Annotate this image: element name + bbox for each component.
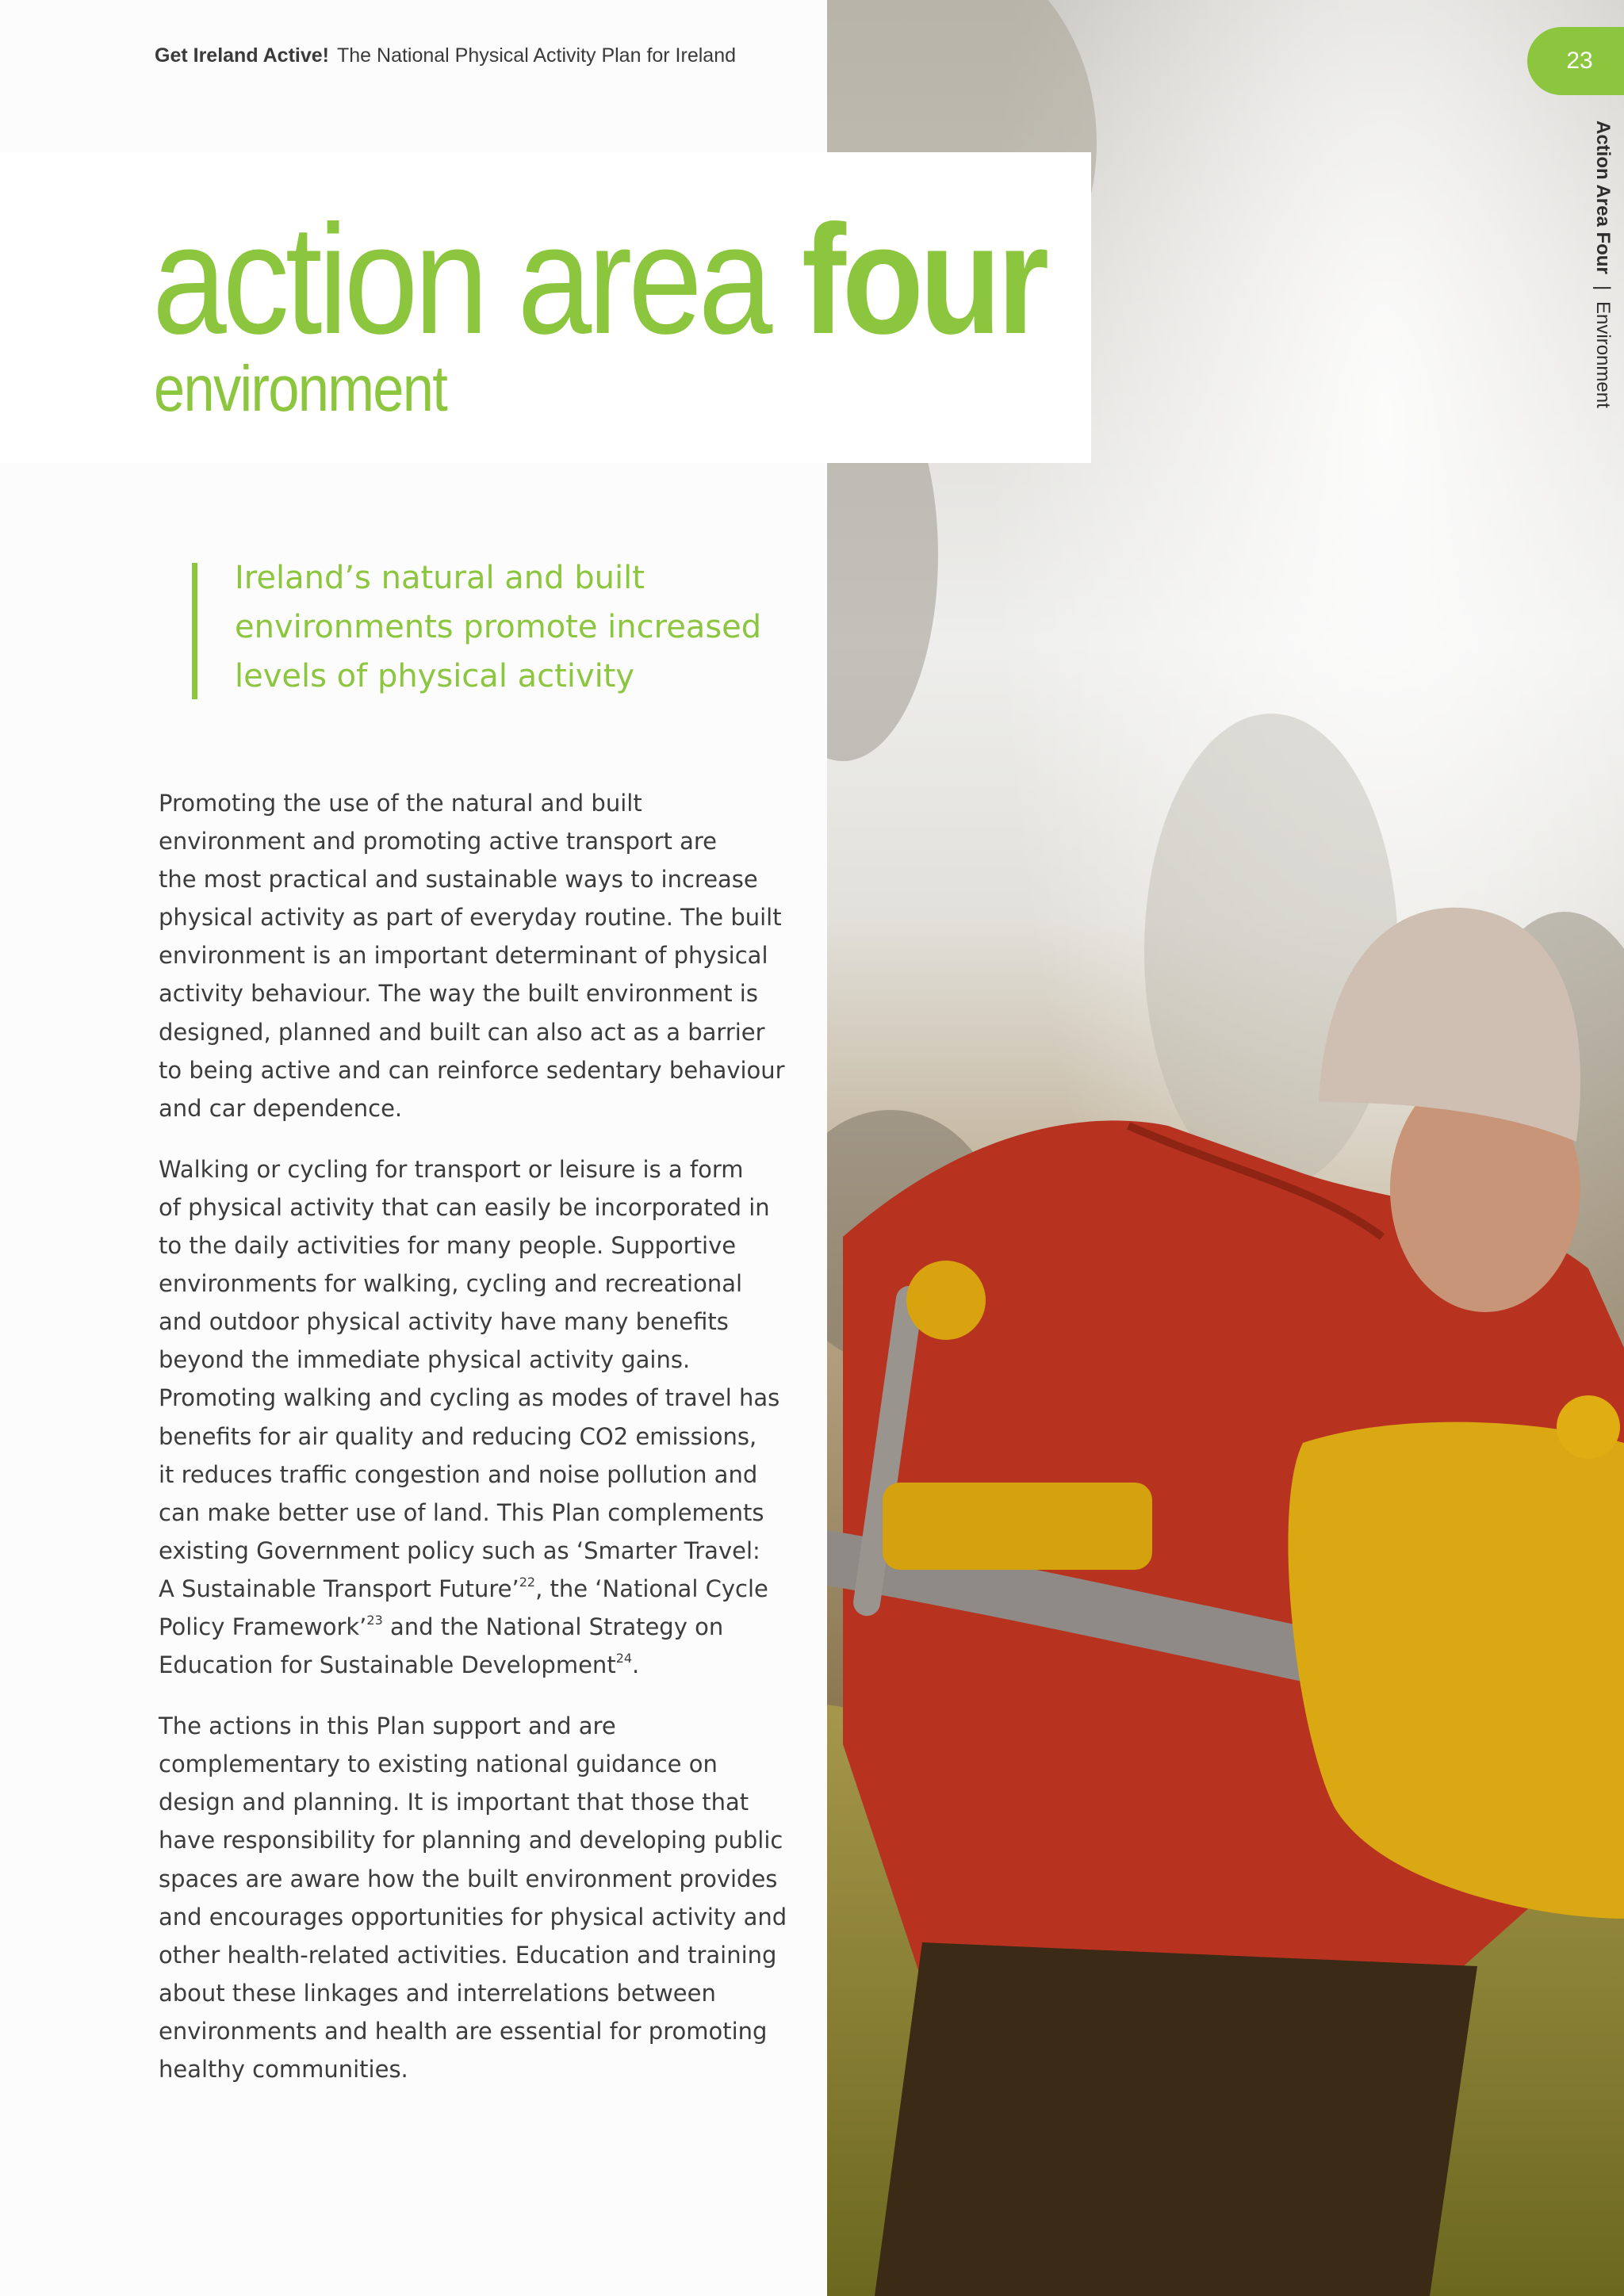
paragraph-2 xyxy=(159,1150,780,1684)
text-line: existing Government policy such as ‘Smarter Travel: xyxy=(159,1536,760,1564)
title-light: action area xyxy=(152,193,802,366)
text-line: spaces are aware how the built environment provides xyxy=(159,1865,778,1892)
ref-text: Education for Sustainable Development xyxy=(159,1651,616,1679)
text-line: Promoting walking and cycling as modes of travel has xyxy=(159,1384,780,1412)
paragraph-1 xyxy=(159,784,785,1127)
text-line: environments for walking, cycling and recreational xyxy=(159,1270,743,1298)
text-line: designed, planned and built can also act as a barrier xyxy=(159,1018,765,1046)
ref-text: , the ‘National Cycle xyxy=(535,1575,768,1602)
text-line: The actions in this Plan support and are xyxy=(159,1712,616,1740)
ref-text: . xyxy=(632,1651,640,1679)
side-label-section: Action Area Four xyxy=(1592,121,1614,274)
page-number-tab: 23 xyxy=(1527,27,1624,95)
body-text xyxy=(159,784,787,2111)
text-line: physical activity as part of everyday routine. The built xyxy=(159,904,782,932)
quote-line: environments promote increased xyxy=(235,609,762,645)
ref-text: and the National Strategy on xyxy=(382,1613,724,1640)
running-header xyxy=(155,44,736,67)
text-line: other health-related activities. Education and training xyxy=(159,1941,777,1969)
footnote-ref: 22 xyxy=(519,1574,536,1590)
text-line: have responsibility for planning and developing public xyxy=(159,1827,783,1854)
text-line: design and planning. It is important that those that xyxy=(159,1789,749,1816)
text-line-with-ref xyxy=(159,1608,761,1646)
paragraph-3 xyxy=(159,1707,787,2088)
quote-accent-bar xyxy=(192,563,197,699)
ref-text: Policy Framework’ xyxy=(159,1613,367,1640)
text-line: benefits for air quality and reducing CO2 emissions, xyxy=(159,1422,757,1450)
section-title xyxy=(152,193,1045,366)
title-heavy: four xyxy=(801,193,1045,366)
text-line: and car dependence. xyxy=(159,1094,403,1122)
text-line: it reduces traffic congestion and noise pollution and xyxy=(159,1460,758,1488)
footnote-ref: 24 xyxy=(615,1651,633,1667)
text-line: of physical activity that can easily be incorporated in xyxy=(159,1193,770,1221)
pull-quote xyxy=(235,553,790,701)
quote-line: levels of physical activity xyxy=(235,658,635,695)
text-line: healthy communities. xyxy=(159,2056,408,2083)
text-line: complementary to existing national guidance on xyxy=(159,1751,718,1778)
section-side-label xyxy=(1582,121,1614,408)
ref-text: A Sustainable Transport Future’ xyxy=(159,1575,519,1602)
text-line: to the daily activities for many people. Supportive xyxy=(159,1232,737,1260)
text-line: to being active and can reinforce sedentary behaviour xyxy=(159,1056,785,1084)
publication-title: The National Physical Activity Plan for Ireland xyxy=(336,44,736,67)
text-line: environments and health are essential for promoting xyxy=(159,2017,768,2045)
text-line: and outdoor physical activity have many benefits xyxy=(159,1308,729,1336)
side-label-separator: | xyxy=(1592,285,1614,291)
text-line: environment is an important determinant of physical xyxy=(159,942,768,970)
section-subtitle: environment xyxy=(154,353,447,425)
text-line: the most practical and sustainable ways to increase xyxy=(159,866,758,894)
text-line-with-ref xyxy=(159,1646,761,1684)
text-line: and encourages opportunities for physical activity and xyxy=(159,1903,787,1931)
text-line-with-ref xyxy=(159,1570,768,1608)
text-line: beyond the immediate physical activity gains. xyxy=(159,1346,691,1374)
quote-line: Ireland’s natural and built xyxy=(235,560,645,596)
text-line: Walking or cycling for transport or leisure is a form xyxy=(159,1155,744,1183)
text-line: Promoting the use of the natural and built xyxy=(159,790,642,817)
text-line: environment and promoting active transport are xyxy=(159,828,718,855)
text-line: can make better use of land. This Plan complements xyxy=(159,1498,764,1526)
footnote-ref: 23 xyxy=(366,1612,383,1628)
publication-name: Get Ireland Active! xyxy=(155,44,329,67)
side-label-topic: Environment xyxy=(1592,301,1614,408)
text-line: about these linkages and interrelations between xyxy=(159,1979,716,2007)
text-line: activity behaviour. The way the built environment is xyxy=(159,980,758,1008)
